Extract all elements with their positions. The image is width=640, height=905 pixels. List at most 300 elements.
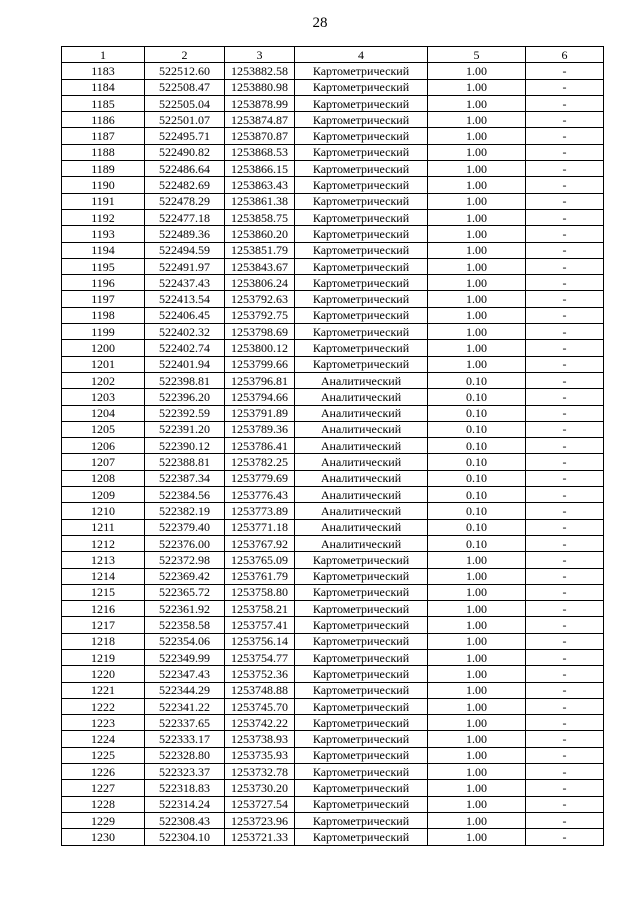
x-coordinate-cell: 522478.29 bbox=[145, 193, 225, 209]
accuracy-cell: 0.10 bbox=[428, 487, 526, 503]
method-cell: Картометрический bbox=[295, 715, 428, 731]
table-row bbox=[62, 649, 604, 665]
table-row bbox=[62, 340, 604, 356]
y-coordinate-cell: 1253786.41 bbox=[225, 438, 295, 454]
accuracy-cell: 1.00 bbox=[428, 275, 526, 291]
note-cell: - bbox=[526, 747, 604, 763]
x-coordinate-cell: 522369.42 bbox=[145, 568, 225, 584]
note-cell: - bbox=[526, 601, 604, 617]
point-number-cell: 1223 bbox=[62, 715, 145, 731]
accuracy-cell: 1.00 bbox=[428, 63, 526, 79]
accuracy-cell: 1.00 bbox=[428, 568, 526, 584]
table-body bbox=[62, 63, 604, 845]
table-row bbox=[62, 242, 604, 258]
column-header: 1 bbox=[62, 47, 145, 63]
method-cell: Аналитический bbox=[295, 503, 428, 519]
y-coordinate-cell: 1253745.70 bbox=[225, 698, 295, 714]
x-coordinate-cell: 522328.80 bbox=[145, 747, 225, 763]
method-cell: Картометрический bbox=[295, 829, 428, 845]
point-number-cell: 1185 bbox=[62, 95, 145, 111]
note-cell: - bbox=[526, 193, 604, 209]
accuracy-cell: 0.10 bbox=[428, 421, 526, 437]
method-cell: Картометрический bbox=[295, 731, 428, 747]
y-coordinate-cell: 1253882.58 bbox=[225, 63, 295, 79]
note-cell: - bbox=[526, 389, 604, 405]
accuracy-cell: 1.00 bbox=[428, 128, 526, 144]
note-cell: - bbox=[526, 356, 604, 372]
point-number-cell: 1222 bbox=[62, 698, 145, 714]
point-number-cell: 1187 bbox=[62, 128, 145, 144]
note-cell: - bbox=[526, 372, 604, 388]
table-row bbox=[62, 568, 604, 584]
x-coordinate-cell: 522365.72 bbox=[145, 584, 225, 600]
method-cell: Картометрический bbox=[295, 193, 428, 209]
note-cell: - bbox=[526, 209, 604, 225]
point-number-cell: 1207 bbox=[62, 454, 145, 470]
x-coordinate-cell: 522392.59 bbox=[145, 405, 225, 421]
y-coordinate-cell: 1253757.41 bbox=[225, 617, 295, 633]
accuracy-cell: 0.10 bbox=[428, 519, 526, 535]
x-coordinate-cell: 522501.07 bbox=[145, 112, 225, 128]
accuracy-cell: 0.10 bbox=[428, 372, 526, 388]
table-row bbox=[62, 617, 604, 633]
x-coordinate-cell: 522376.00 bbox=[145, 535, 225, 551]
note-cell: - bbox=[526, 307, 604, 323]
table-row bbox=[62, 95, 604, 111]
method-cell: Картометрический bbox=[295, 128, 428, 144]
x-coordinate-cell: 522354.06 bbox=[145, 633, 225, 649]
table-row bbox=[62, 291, 604, 307]
method-cell: Аналитический bbox=[295, 389, 428, 405]
y-coordinate-cell: 1253870.87 bbox=[225, 128, 295, 144]
x-coordinate-cell: 522304.10 bbox=[145, 829, 225, 845]
y-coordinate-cell: 1253860.20 bbox=[225, 226, 295, 242]
x-coordinate-cell: 522512.60 bbox=[145, 63, 225, 79]
x-coordinate-cell: 522341.22 bbox=[145, 698, 225, 714]
table-row bbox=[62, 307, 604, 323]
note-cell: - bbox=[526, 324, 604, 340]
x-coordinate-cell: 522387.34 bbox=[145, 470, 225, 486]
method-cell: Аналитический bbox=[295, 535, 428, 551]
method-cell: Картометрический bbox=[295, 552, 428, 568]
method-cell: Картометрический bbox=[295, 209, 428, 225]
note-cell: - bbox=[526, 275, 604, 291]
note-cell: - bbox=[526, 829, 604, 845]
accuracy-cell: 0.10 bbox=[428, 454, 526, 470]
y-coordinate-cell: 1253748.88 bbox=[225, 682, 295, 698]
accuracy-cell: 1.00 bbox=[428, 829, 526, 845]
note-cell: - bbox=[526, 454, 604, 470]
x-coordinate-cell: 522318.83 bbox=[145, 780, 225, 796]
note-cell: - bbox=[526, 698, 604, 714]
y-coordinate-cell: 1253752.36 bbox=[225, 666, 295, 682]
method-cell: Картометрический bbox=[295, 780, 428, 796]
accuracy-cell: 1.00 bbox=[428, 161, 526, 177]
column-header: 6 bbox=[526, 47, 604, 63]
method-cell: Аналитический bbox=[295, 421, 428, 437]
table-row bbox=[62, 829, 604, 845]
x-coordinate-cell: 522402.74 bbox=[145, 340, 225, 356]
y-coordinate-cell: 1253773.89 bbox=[225, 503, 295, 519]
y-coordinate-cell: 1253765.09 bbox=[225, 552, 295, 568]
y-coordinate-cell: 1253806.24 bbox=[225, 275, 295, 291]
point-number-cell: 1213 bbox=[62, 552, 145, 568]
note-cell: - bbox=[526, 470, 604, 486]
point-number-cell: 1201 bbox=[62, 356, 145, 372]
table-row bbox=[62, 63, 604, 79]
x-coordinate-cell: 522505.04 bbox=[145, 95, 225, 111]
method-cell: Картометрический bbox=[295, 747, 428, 763]
accuracy-cell: 1.00 bbox=[428, 731, 526, 747]
point-number-cell: 1216 bbox=[62, 601, 145, 617]
note-cell: - bbox=[526, 731, 604, 747]
table-row bbox=[62, 666, 604, 682]
table-row bbox=[62, 193, 604, 209]
y-coordinate-cell: 1253756.14 bbox=[225, 633, 295, 649]
point-number-cell: 1189 bbox=[62, 161, 145, 177]
method-cell: Картометрический bbox=[295, 340, 428, 356]
accuracy-cell: 1.00 bbox=[428, 177, 526, 193]
method-cell: Аналитический bbox=[295, 519, 428, 535]
table-row bbox=[62, 552, 604, 568]
point-number-cell: 1221 bbox=[62, 682, 145, 698]
y-coordinate-cell: 1253843.67 bbox=[225, 258, 295, 274]
note-cell: - bbox=[526, 421, 604, 437]
accuracy-cell: 1.00 bbox=[428, 209, 526, 225]
point-number-cell: 1192 bbox=[62, 209, 145, 225]
x-coordinate-cell: 522396.20 bbox=[145, 389, 225, 405]
point-number-cell: 1229 bbox=[62, 812, 145, 828]
method-cell: Картометрический bbox=[295, 812, 428, 828]
coordinates-table bbox=[61, 46, 604, 846]
x-coordinate-cell: 522489.36 bbox=[145, 226, 225, 242]
table-row bbox=[62, 438, 604, 454]
accuracy-cell: 1.00 bbox=[428, 649, 526, 665]
accuracy-cell: 1.00 bbox=[428, 617, 526, 633]
table-row bbox=[62, 356, 604, 372]
accuracy-cell: 1.00 bbox=[428, 780, 526, 796]
column-header: 3 bbox=[225, 47, 295, 63]
note-cell: - bbox=[526, 519, 604, 535]
method-cell: Картометрический bbox=[295, 63, 428, 79]
accuracy-cell: 1.00 bbox=[428, 764, 526, 780]
method-cell: Картометрический bbox=[295, 95, 428, 111]
note-cell: - bbox=[526, 780, 604, 796]
y-coordinate-cell: 1253798.69 bbox=[225, 324, 295, 340]
accuracy-cell: 1.00 bbox=[428, 112, 526, 128]
y-coordinate-cell: 1253730.20 bbox=[225, 780, 295, 796]
table-row bbox=[62, 112, 604, 128]
y-coordinate-cell: 1253779.69 bbox=[225, 470, 295, 486]
note-cell: - bbox=[526, 487, 604, 503]
point-number-cell: 1230 bbox=[62, 829, 145, 845]
method-cell: Картометрический bbox=[295, 307, 428, 323]
table-row bbox=[62, 454, 604, 470]
accuracy-cell: 1.00 bbox=[428, 291, 526, 307]
y-coordinate-cell: 1253851.79 bbox=[225, 242, 295, 258]
note-cell: - bbox=[526, 568, 604, 584]
y-coordinate-cell: 1253863.43 bbox=[225, 177, 295, 193]
page-number: 28 bbox=[312, 15, 328, 31]
point-number-cell: 1219 bbox=[62, 649, 145, 665]
note-cell: - bbox=[526, 258, 604, 274]
accuracy-cell: 1.00 bbox=[428, 258, 526, 274]
accuracy-cell: 0.10 bbox=[428, 438, 526, 454]
point-number-cell: 1183 bbox=[62, 63, 145, 79]
y-coordinate-cell: 1253874.87 bbox=[225, 112, 295, 128]
x-coordinate-cell: 522337.65 bbox=[145, 715, 225, 731]
point-number-cell: 1197 bbox=[62, 291, 145, 307]
point-number-cell: 1188 bbox=[62, 144, 145, 160]
point-number-cell: 1193 bbox=[62, 226, 145, 242]
x-coordinate-cell: 522490.82 bbox=[145, 144, 225, 160]
x-coordinate-cell: 522379.40 bbox=[145, 519, 225, 535]
table-row bbox=[62, 584, 604, 600]
x-coordinate-cell: 522437.43 bbox=[145, 275, 225, 291]
y-coordinate-cell: 1253761.79 bbox=[225, 568, 295, 584]
y-coordinate-cell: 1253791.89 bbox=[225, 405, 295, 421]
table-row bbox=[62, 764, 604, 780]
method-cell: Картометрический bbox=[295, 291, 428, 307]
point-number-cell: 1220 bbox=[62, 666, 145, 682]
method-cell: Аналитический bbox=[295, 405, 428, 421]
method-cell: Аналитический bbox=[295, 487, 428, 503]
table-row bbox=[62, 405, 604, 421]
y-coordinate-cell: 1253767.92 bbox=[225, 535, 295, 551]
y-coordinate-cell: 1253792.75 bbox=[225, 307, 295, 323]
method-cell: Картометрический bbox=[295, 568, 428, 584]
y-coordinate-cell: 1253742.22 bbox=[225, 715, 295, 731]
point-number-cell: 1226 bbox=[62, 764, 145, 780]
table-row bbox=[62, 79, 604, 95]
accuracy-cell: 1.00 bbox=[428, 682, 526, 698]
note-cell: - bbox=[526, 812, 604, 828]
x-coordinate-cell: 522347.43 bbox=[145, 666, 225, 682]
table-row bbox=[62, 275, 604, 291]
accuracy-cell: 0.10 bbox=[428, 405, 526, 421]
note-cell: - bbox=[526, 161, 604, 177]
y-coordinate-cell: 1253794.66 bbox=[225, 389, 295, 405]
accuracy-cell: 1.00 bbox=[428, 584, 526, 600]
x-coordinate-cell: 522406.45 bbox=[145, 307, 225, 323]
column-header: 2 bbox=[145, 47, 225, 63]
method-cell: Картометрический bbox=[295, 698, 428, 714]
point-number-cell: 1194 bbox=[62, 242, 145, 258]
x-coordinate-cell: 522361.92 bbox=[145, 601, 225, 617]
point-number-cell: 1199 bbox=[62, 324, 145, 340]
method-cell: Аналитический bbox=[295, 454, 428, 470]
table-row bbox=[62, 258, 604, 274]
note-cell: - bbox=[526, 291, 604, 307]
table-row bbox=[62, 780, 604, 796]
y-coordinate-cell: 1253858.75 bbox=[225, 209, 295, 225]
y-coordinate-cell: 1253796.81 bbox=[225, 372, 295, 388]
method-cell: Картометрический bbox=[295, 682, 428, 698]
note-cell: - bbox=[526, 144, 604, 160]
note-cell: - bbox=[526, 617, 604, 633]
table-row bbox=[62, 144, 604, 160]
table-header-row bbox=[62, 47, 604, 63]
x-coordinate-cell: 522388.81 bbox=[145, 454, 225, 470]
x-coordinate-cell: 522323.37 bbox=[145, 764, 225, 780]
table-row bbox=[62, 519, 604, 535]
method-cell: Аналитический bbox=[295, 372, 428, 388]
point-number-cell: 1202 bbox=[62, 372, 145, 388]
y-coordinate-cell: 1253732.78 bbox=[225, 764, 295, 780]
accuracy-cell: 1.00 bbox=[428, 242, 526, 258]
accuracy-cell: 1.00 bbox=[428, 324, 526, 340]
point-number-cell: 1212 bbox=[62, 535, 145, 551]
table-row bbox=[62, 389, 604, 405]
y-coordinate-cell: 1253776.43 bbox=[225, 487, 295, 503]
note-cell: - bbox=[526, 552, 604, 568]
method-cell: Картометрический bbox=[295, 177, 428, 193]
y-coordinate-cell: 1253861.38 bbox=[225, 193, 295, 209]
note-cell: - bbox=[526, 340, 604, 356]
note-cell: - bbox=[526, 584, 604, 600]
x-coordinate-cell: 522344.29 bbox=[145, 682, 225, 698]
y-coordinate-cell: 1253721.33 bbox=[225, 829, 295, 845]
point-number-cell: 1217 bbox=[62, 617, 145, 633]
method-cell: Картометрический bbox=[295, 356, 428, 372]
y-coordinate-cell: 1253754.77 bbox=[225, 649, 295, 665]
method-cell: Картометрический bbox=[295, 666, 428, 682]
table-row bbox=[62, 796, 604, 812]
point-number-cell: 1218 bbox=[62, 633, 145, 649]
y-coordinate-cell: 1253800.12 bbox=[225, 340, 295, 356]
x-coordinate-cell: 522314.24 bbox=[145, 796, 225, 812]
accuracy-cell: 1.00 bbox=[428, 796, 526, 812]
y-coordinate-cell: 1253771.18 bbox=[225, 519, 295, 535]
accuracy-cell: 1.00 bbox=[428, 698, 526, 714]
accuracy-cell: 1.00 bbox=[428, 226, 526, 242]
x-coordinate-cell: 522491.97 bbox=[145, 258, 225, 274]
table-row bbox=[62, 470, 604, 486]
accuracy-cell: 1.00 bbox=[428, 633, 526, 649]
note-cell: - bbox=[526, 535, 604, 551]
point-number-cell: 1208 bbox=[62, 470, 145, 486]
x-coordinate-cell: 522308.43 bbox=[145, 812, 225, 828]
point-number-cell: 1227 bbox=[62, 780, 145, 796]
x-coordinate-cell: 522413.54 bbox=[145, 291, 225, 307]
method-cell: Картометрический bbox=[295, 226, 428, 242]
table-row bbox=[62, 747, 604, 763]
table-row bbox=[62, 503, 604, 519]
point-number-cell: 1205 bbox=[62, 421, 145, 437]
point-number-cell: 1195 bbox=[62, 258, 145, 274]
table-row bbox=[62, 731, 604, 747]
x-coordinate-cell: 522508.47 bbox=[145, 79, 225, 95]
note-cell: - bbox=[526, 226, 604, 242]
method-cell: Картометрический bbox=[295, 796, 428, 812]
point-number-cell: 1215 bbox=[62, 584, 145, 600]
x-coordinate-cell: 522398.81 bbox=[145, 372, 225, 388]
method-cell: Картометрический bbox=[295, 617, 428, 633]
x-coordinate-cell: 522391.20 bbox=[145, 421, 225, 437]
table-row bbox=[62, 535, 604, 551]
note-cell: - bbox=[526, 715, 604, 731]
y-coordinate-cell: 1253735.93 bbox=[225, 747, 295, 763]
x-coordinate-cell: 522333.17 bbox=[145, 731, 225, 747]
method-cell: Картометрический bbox=[295, 649, 428, 665]
accuracy-cell: 0.10 bbox=[428, 470, 526, 486]
accuracy-cell: 1.00 bbox=[428, 79, 526, 95]
note-cell: - bbox=[526, 666, 604, 682]
method-cell: Картометрический bbox=[295, 161, 428, 177]
accuracy-cell: 1.00 bbox=[428, 715, 526, 731]
y-coordinate-cell: 1253868.53 bbox=[225, 144, 295, 160]
accuracy-cell: 1.00 bbox=[428, 812, 526, 828]
point-number-cell: 1184 bbox=[62, 79, 145, 95]
table-row bbox=[62, 682, 604, 698]
table-row bbox=[62, 715, 604, 731]
note-cell: - bbox=[526, 649, 604, 665]
y-coordinate-cell: 1253758.21 bbox=[225, 601, 295, 617]
note-cell: - bbox=[526, 63, 604, 79]
note-cell: - bbox=[526, 112, 604, 128]
accuracy-cell: 1.00 bbox=[428, 95, 526, 111]
point-number-cell: 1225 bbox=[62, 747, 145, 763]
accuracy-cell: 1.00 bbox=[428, 193, 526, 209]
x-coordinate-cell: 522390.12 bbox=[145, 438, 225, 454]
x-coordinate-cell: 522349.99 bbox=[145, 649, 225, 665]
point-number-cell: 1200 bbox=[62, 340, 145, 356]
y-coordinate-cell: 1253799.66 bbox=[225, 356, 295, 372]
accuracy-cell: 1.00 bbox=[428, 747, 526, 763]
accuracy-cell: 1.00 bbox=[428, 144, 526, 160]
accuracy-cell: 0.10 bbox=[428, 389, 526, 405]
point-number-cell: 1196 bbox=[62, 275, 145, 291]
method-cell: Картометрический bbox=[295, 633, 428, 649]
table-row bbox=[62, 372, 604, 388]
x-coordinate-cell: 522482.69 bbox=[145, 177, 225, 193]
point-number-cell: 1214 bbox=[62, 568, 145, 584]
y-coordinate-cell: 1253792.63 bbox=[225, 291, 295, 307]
method-cell: Картометрический bbox=[295, 144, 428, 160]
table-row bbox=[62, 812, 604, 828]
table-row bbox=[62, 209, 604, 225]
method-cell: Картометрический bbox=[295, 584, 428, 600]
accuracy-cell: 1.00 bbox=[428, 307, 526, 323]
method-cell: Картометрический bbox=[295, 258, 428, 274]
note-cell: - bbox=[526, 242, 604, 258]
point-number-cell: 1186 bbox=[62, 112, 145, 128]
point-number-cell: 1211 bbox=[62, 519, 145, 535]
note-cell: - bbox=[526, 177, 604, 193]
method-cell: Картометрический bbox=[295, 79, 428, 95]
y-coordinate-cell: 1253878.99 bbox=[225, 95, 295, 111]
column-header: 5 bbox=[428, 47, 526, 63]
x-coordinate-cell: 522477.18 bbox=[145, 209, 225, 225]
y-coordinate-cell: 1253727.54 bbox=[225, 796, 295, 812]
point-number-cell: 1204 bbox=[62, 405, 145, 421]
x-coordinate-cell: 522486.64 bbox=[145, 161, 225, 177]
note-cell: - bbox=[526, 79, 604, 95]
note-cell: - bbox=[526, 95, 604, 111]
table-row bbox=[62, 698, 604, 714]
y-coordinate-cell: 1253758.80 bbox=[225, 584, 295, 600]
y-coordinate-cell: 1253789.36 bbox=[225, 421, 295, 437]
note-cell: - bbox=[526, 405, 604, 421]
point-number-cell: 1209 bbox=[62, 487, 145, 503]
y-coordinate-cell: 1253738.93 bbox=[225, 731, 295, 747]
x-coordinate-cell: 522382.19 bbox=[145, 503, 225, 519]
table-row bbox=[62, 161, 604, 177]
x-coordinate-cell: 522401.94 bbox=[145, 356, 225, 372]
note-cell: - bbox=[526, 764, 604, 780]
note-cell: - bbox=[526, 796, 604, 812]
x-coordinate-cell: 522495.71 bbox=[145, 128, 225, 144]
